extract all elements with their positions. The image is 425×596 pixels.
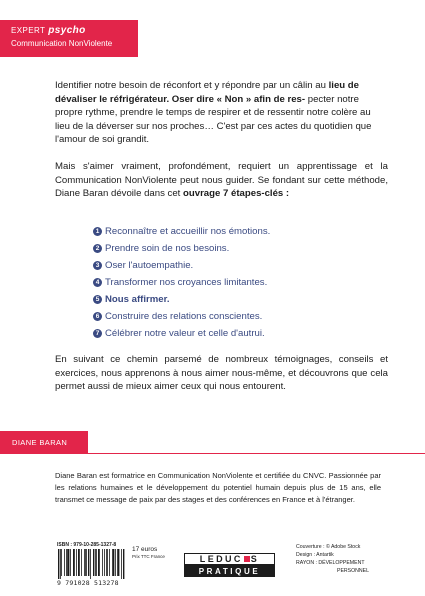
credit-cover: Couverture : © Adobe Stock xyxy=(296,544,361,550)
series-subtitle: Communication NonViolente xyxy=(11,39,113,48)
step-item xyxy=(93,291,393,308)
step-item xyxy=(93,257,393,274)
step-number-icon: 2 xyxy=(93,244,102,253)
step-label: Construire des relations conscientes. xyxy=(105,311,263,322)
method-paragraph xyxy=(55,160,388,201)
isbn-label: ISBN : 979-10-285-1327-8 xyxy=(57,542,117,548)
publisher-collection: PRATIQUE xyxy=(184,565,275,577)
step-item xyxy=(93,223,393,240)
author-divider xyxy=(88,453,425,454)
publisher-logo-top xyxy=(184,553,275,565)
series-psycho: psycho xyxy=(48,25,86,36)
publisher-dot-icon xyxy=(244,556,250,562)
barcode-digits: 9 791028 513278 xyxy=(57,579,119,587)
step-label: Transformer nos croyances limitantes. xyxy=(105,277,268,288)
step-item xyxy=(93,325,393,342)
steps-list xyxy=(93,223,393,342)
step-item xyxy=(93,240,393,257)
price-note: Prix TTC France xyxy=(132,554,165,559)
step-label: Célébrer notre valeur et celle d'autrui. xyxy=(105,328,265,339)
credit-rayon-2: PERSONNEL xyxy=(337,568,369,574)
step-number-icon: 3 xyxy=(93,261,102,270)
step-number-icon: 4 xyxy=(93,278,102,287)
step-item xyxy=(93,274,393,291)
credit-rayon: RAYON : DÉVELOPPEMENT xyxy=(296,560,365,566)
series-expert: EXPERT xyxy=(11,26,46,35)
author-bio: Diane Baran est formatrice en Communication NonViolente et certifiée du CNVC. Passionnée par les relations humaines et le développement du potentiel humain depuis plus de 15 ans, elle transmet ce message de paix par des stages et des conférences en France et à l'étranger. xyxy=(55,471,381,504)
intro-paragraph xyxy=(55,79,388,147)
step-number-icon: 1 xyxy=(93,227,102,236)
publisher-name: LEDUC xyxy=(199,554,243,564)
publisher-logo xyxy=(184,553,275,577)
isbn-block xyxy=(57,542,127,587)
series-title xyxy=(11,26,138,36)
series-banner xyxy=(0,20,138,57)
step-label: Oser l'autoempathie. xyxy=(105,260,194,271)
credit-design: Design : Antartik xyxy=(296,552,334,558)
step-label: Prendre soin de nos besoins. xyxy=(105,243,230,254)
conclusion-paragraph: En suivant ce chemin parsemé de nombreux témoignages, conseils et exercices, nous apprenons à nous aimer nous-même, et découvrons que cela permet aussi de mieux aimer ceux qui nous entourent. xyxy=(55,354,388,392)
method-bold: ouvrage 7 étapes-clés : xyxy=(183,188,290,199)
step-label: Nous affirmer. xyxy=(105,294,170,305)
publisher-name-end: S xyxy=(250,554,260,564)
intro-bold: lieu de dévaliser le réfrigérateur. Oser dire « Non » afin de res- xyxy=(55,80,359,105)
credits-block xyxy=(296,543,376,575)
price-block xyxy=(132,546,165,560)
barcode-icon xyxy=(57,549,125,579)
step-item xyxy=(93,308,393,325)
method-text: Mais s'aimer vraiment, profondément, requiert un apprentissage et la Communication NonViolente peut nous guider. Se fondant sur cette méthode, Diane Baran dévoile dans cet xyxy=(55,161,388,199)
step-number-icon: 6 xyxy=(93,312,102,321)
step-number-icon: 7 xyxy=(93,329,102,338)
step-number-icon: 5 xyxy=(93,295,102,304)
price-value: 17 euros xyxy=(132,546,158,553)
intro-rest: pecter notre propre rythme, prendre le temps de respirer et de ressentir notre colère au lieu de la déverser sur nos proches… C'est par ces actes du quotidien que l'amour de soi grandit. xyxy=(55,93,372,145)
author-name-tab: DIANE BARAN xyxy=(0,431,88,454)
intro-line1: Identifier notre besoin de réconfort et y répondre par un câlin au xyxy=(55,80,326,91)
step-label: Reconnaître et accueillir nos émotions. xyxy=(105,226,271,237)
